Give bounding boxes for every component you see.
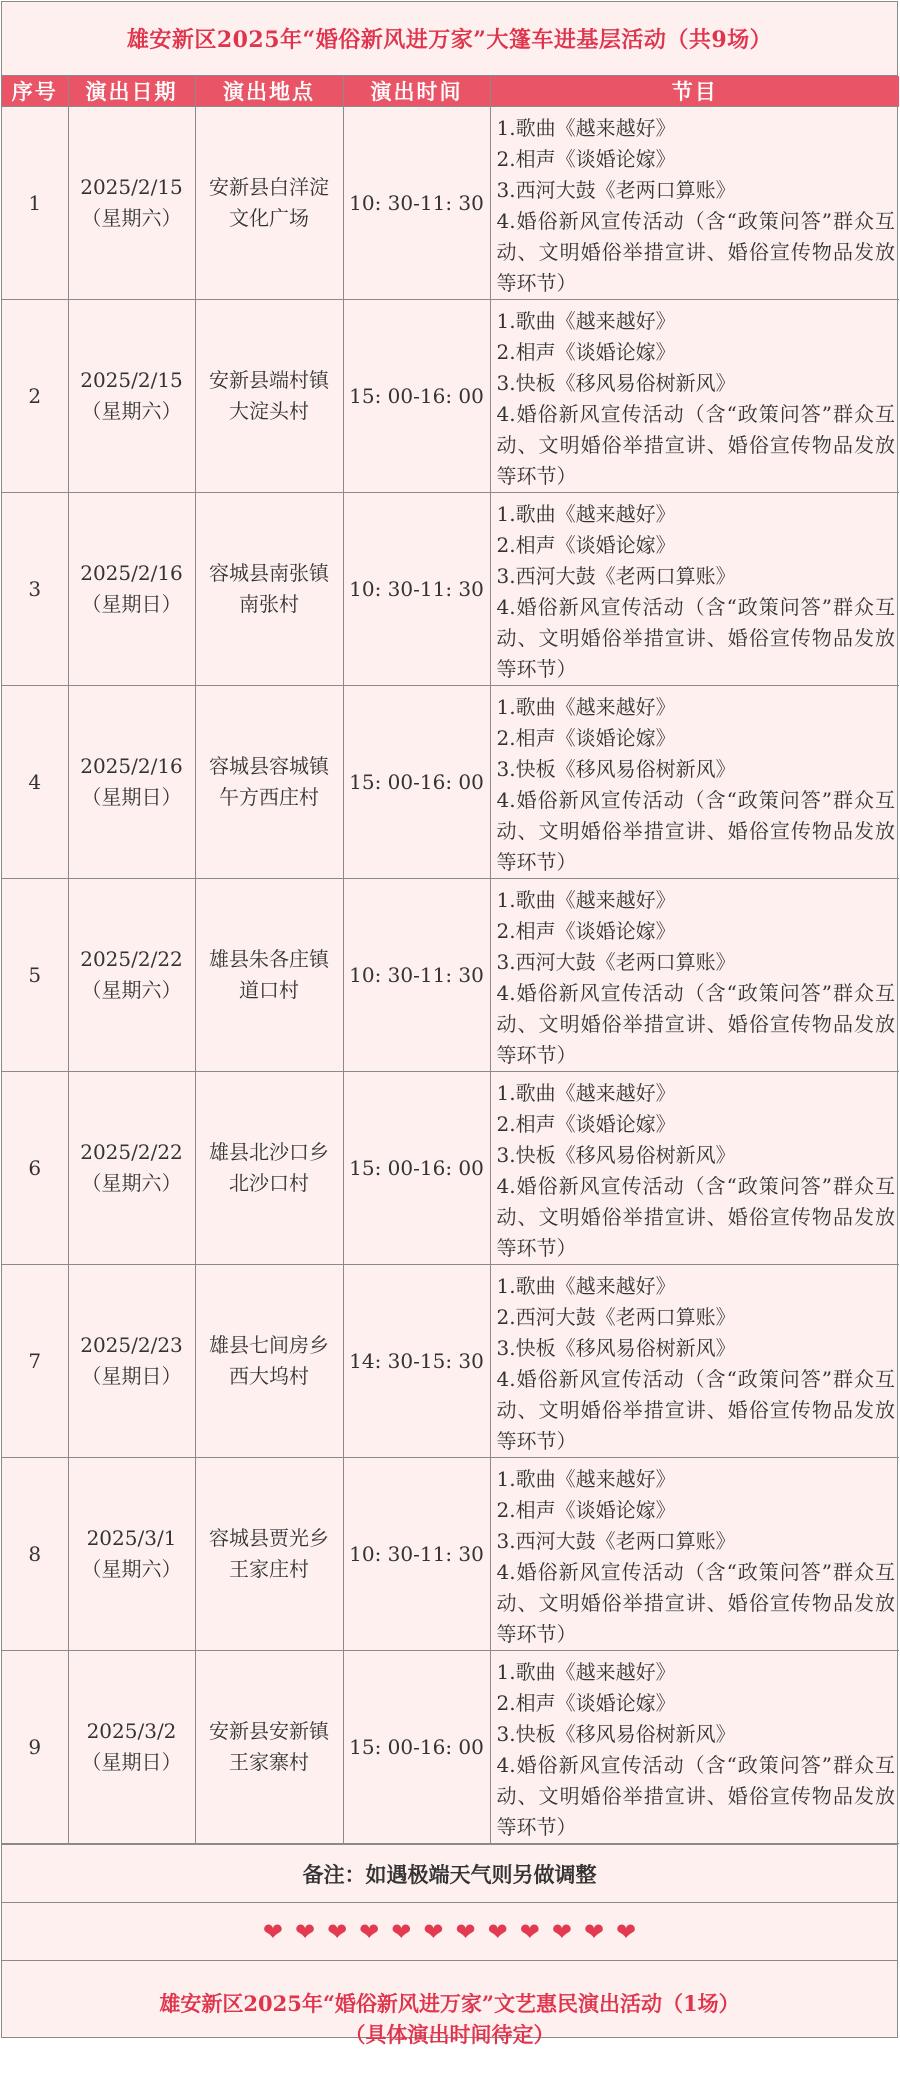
row-number: 6 [2,1072,68,1265]
heart-icon: ❤ [455,1917,476,1946]
program-item: 4.婚俗新风宣传活动（含“政策问答”群众互动、文明婚俗举措宣讲、婚俗宣传物品发放等环节） [496,1560,895,1646]
program-item: 4.婚俗新风宣传活动（含“政策问答”群众互动、文明婚俗举措宣讲、婚俗宣传物品发放等环节） [496,595,895,681]
program-item: 4.婚俗新风宣传活动（含“政策问答”群众互动、文明婚俗举措宣讲、婚俗宣传物品发放等环节） [496,981,895,1067]
program-item: 2.相声《谈婚论嫁》 [496,340,676,364]
header-time: 演出时间 [343,76,490,107]
program-item: 1.歌曲《越来越好》 [496,1081,676,1105]
footer-notice [2,1961,897,2076]
row-programs [490,879,899,1072]
row-programs [490,300,899,493]
program-item: 2.相声《谈婚论嫁》 [496,1112,676,1136]
row-time: 10: 30-11: 30 [343,493,490,686]
row-time: 10: 30-11: 30 [343,107,490,300]
program-item: 2.相声《谈婚论嫁》 [496,1691,676,1715]
program-item: 1.歌曲《越来越好》 [496,1467,676,1491]
row-programs [490,1265,899,1458]
program-item: 1.歌曲《越来越好》 [496,695,676,719]
row-date: 2025/3/2 （星期日） [68,1651,195,1844]
row-number: 8 [2,1458,68,1651]
heart-icon: ❤ [519,1917,540,1946]
row-place: 安新县端村镇 大淀头村 [195,300,343,493]
heart-icon: ❤ [616,1917,637,1946]
program-item: 1.歌曲《越来越好》 [496,1660,676,1684]
row-date: 2025/2/15 （星期六） [68,107,195,300]
row-programs [490,1651,899,1844]
program-item: 3.快板《移风易俗树新风》 [496,1143,736,1167]
row-time: 14: 30-15: 30 [343,1265,490,1458]
table-row [2,1072,899,1265]
program-item: 2.相声《谈婚论嫁》 [496,147,676,171]
row-date: 2025/2/15 （星期六） [68,300,195,493]
program-item: 4.婚俗新风宣传活动（含“政策问答”群众互动、文明婚俗举措宣讲、婚俗宣传物品发放等环节） [496,402,895,488]
row-number: 4 [2,686,68,879]
hearts-divider [2,1903,897,1961]
row-number: 2 [2,300,68,493]
program-item: 3.西河大鼓《老两口算账》 [496,1529,736,1553]
program-item: 1.歌曲《越来越好》 [496,888,676,912]
row-time: 10: 30-11: 30 [343,879,490,1072]
heart-icon: ❤ [487,1917,508,1946]
program-item: 3.西河大鼓《老两口算账》 [496,950,736,974]
row-date: 2025/2/16 （星期日） [68,686,195,879]
table-row [2,493,899,686]
row-place: 安新县白洋淀 文化广场 [195,107,343,300]
table-row [2,1265,899,1458]
row-programs [490,1458,899,1651]
row-place: 容城县贾光乡 王家庄村 [195,1458,343,1651]
table-header-row [2,76,899,107]
row-programs [490,493,899,686]
row-time: 15: 00-16: 00 [343,1651,490,1844]
program-item: 4.婚俗新风宣传活动（含“政策问答”群众互动、文明婚俗举措宣讲、婚俗宣传物品发放等环节） [496,1367,895,1453]
row-date: 2025/2/23 （星期日） [68,1265,195,1458]
header-no: 序号 [2,76,68,107]
row-time: 15: 00-16: 00 [343,1072,490,1265]
header-date: 演出日期 [68,76,195,107]
page-title: 雄安新区2025年“婚俗新风进万家”大篷车进基层活动（共9场） [2,2,897,76]
remark-note: 备注：如遇极端天气则另做调整 [2,1844,897,1903]
program-item: 3.快板《移风易俗树新风》 [496,1336,736,1360]
footer-line-1: 雄安新区2025年“婚俗新风进万家”文艺惠民演出活动（1场） [159,1990,740,2016]
row-number: 1 [2,107,68,300]
program-item: 3.西河大鼓《老两口算账》 [496,564,736,588]
program-item: 1.歌曲《越来越好》 [496,116,676,140]
program-item: 2.相声《谈婚论嫁》 [496,533,676,557]
table-row [2,1651,899,1844]
row-date: 2025/2/22 （星期六） [68,1072,195,1265]
program-item: 3.快板《移风易俗树新风》 [496,757,736,781]
header-place: 演出地点 [195,76,343,107]
row-date: 2025/2/22 （星期六） [68,879,195,1072]
row-time: 15: 00-16: 00 [343,686,490,879]
heart-icon: ❤ [327,1917,348,1946]
program-item: 3.西河大鼓《老两口算账》 [496,178,736,202]
heart-icon: ❤ [423,1917,444,1946]
header-programs: 节目 [490,76,899,107]
heart-icon: ❤ [391,1917,412,1946]
table-row [2,1458,899,1651]
program-item: 3.快板《移风易俗树新风》 [496,371,736,395]
row-number: 9 [2,1651,68,1844]
row-time: 10: 30-11: 30 [343,1458,490,1651]
program-item: 4.婚俗新风宣传活动（含“政策问答”群众互动、文明婚俗举措宣讲、婚俗宣传物品发放等环节） [496,1174,895,1260]
row-programs [490,107,899,300]
row-place: 雄县朱各庄镇 道口村 [195,879,343,1072]
row-number: 7 [2,1265,68,1458]
heart-icon: ❤ [551,1917,572,1946]
row-place: 容城县容城镇 午方西庄村 [195,686,343,879]
row-programs [490,1072,899,1265]
program-item: 2.相声《谈婚论嫁》 [496,726,676,750]
program-item: 2.相声《谈婚论嫁》 [496,919,676,943]
footer-line-2: （具体演出时间待定） [344,2021,555,2047]
row-place: 安新县安新镇 王家寨村 [195,1651,343,1844]
program-item: 1.歌曲《越来越好》 [496,309,676,333]
row-number: 3 [2,493,68,686]
row-place: 雄县七间房乡 西大坞村 [195,1265,343,1458]
program-item: 4.婚俗新风宣传活动（含“政策问答”群众互动、文明婚俗举措宣讲、婚俗宣传物品发放等环节） [496,209,895,295]
program-item: 4.婚俗新风宣传活动（含“政策问答”群众互动、文明婚俗举措宣讲、婚俗宣传物品发放等环节） [496,788,895,874]
row-place: 雄县北沙口乡 北沙口村 [195,1072,343,1265]
program-item: 1.歌曲《越来越好》 [496,502,676,526]
table-row [2,686,899,879]
program-item: 3.快板《移风易俗树新风》 [496,1722,736,1746]
row-time: 15: 00-16: 00 [343,300,490,493]
row-date: 2025/3/1 （星期六） [68,1458,195,1651]
heart-icon: ❤ [262,1917,283,1946]
program-item: 4.婚俗新风宣传活动（含“政策问答”群众互动、文明婚俗举措宣讲、婚俗宣传物品发放等环节） [496,1753,895,1839]
program-item: 2.西河大鼓《老两口算账》 [496,1305,736,1329]
heart-icon: ❤ [583,1917,605,1946]
table-row [2,300,899,493]
schedule-sheet [1,1,898,2047]
schedule-table [2,76,899,1844]
table-row [2,107,899,300]
row-programs [490,686,899,879]
row-place: 容城县南张镇 南张村 [195,493,343,686]
program-item: 2.相声《谈婚论嫁》 [496,1498,676,1522]
row-date: 2025/2/16 （星期日） [68,493,195,686]
table-row [2,879,899,1072]
heart-icon: ❤ [294,1917,316,1946]
row-number: 5 [2,879,68,1072]
program-item: 1.歌曲《越来越好》 [496,1274,676,1298]
heart-icon: ❤ [359,1917,380,1946]
